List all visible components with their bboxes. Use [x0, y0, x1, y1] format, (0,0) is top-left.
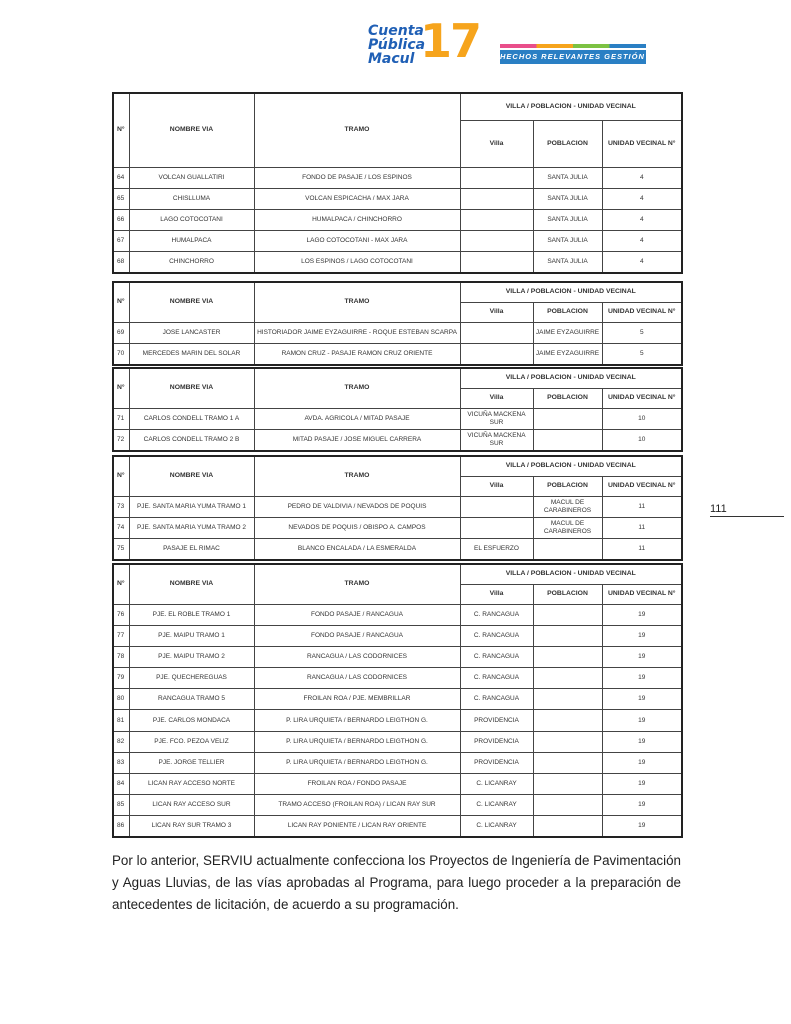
row-nombre-via: PJE. MAIPU TRAMO 1	[129, 625, 254, 646]
row-poblacion	[533, 689, 602, 710]
row-nombre-via: PJE. CARLOS MONDACA	[129, 710, 254, 731]
row-unidad-vecinal: 11	[602, 496, 682, 517]
table-row	[113, 795, 682, 816]
row-villa: C. LICANRAY	[460, 795, 533, 816]
row-number: 78	[113, 646, 129, 667]
column-header-poblacion: POBLACION	[533, 584, 602, 604]
column-header-villa: Villa	[460, 476, 533, 496]
row-unidad-vecinal: 19	[602, 604, 682, 625]
row-unidad-vecinal: 10	[602, 430, 682, 452]
column-header-villa: Villa	[460, 388, 533, 408]
row-nombre-via: PJE. SANTA MARIA YUMA TRAMO 1	[129, 496, 254, 517]
row-unidad-vecinal: 19	[602, 774, 682, 795]
column-header-n: N°	[113, 282, 129, 322]
row-poblacion	[533, 604, 602, 625]
row-villa	[460, 344, 533, 366]
row-number: 66	[113, 209, 129, 230]
row-unidad-vecinal: 10	[602, 408, 682, 430]
row-villa	[460, 231, 533, 252]
table-row	[113, 604, 682, 625]
row-unidad-vecinal: 4	[602, 167, 682, 188]
table-row	[113, 517, 682, 538]
row-tramo: P. LIRA URQUIETA / BERNARDO LEIGTHON G.	[254, 731, 460, 752]
logo-color-stripes	[500, 44, 646, 48]
row-villa: C. RANCAGUA	[460, 668, 533, 689]
column-header-nombre-via: NOMBRE VIA	[129, 564, 254, 604]
column-header-unidad-vecinal: UNIDAD VECINAL N°	[602, 388, 682, 408]
roads-table-3	[112, 367, 683, 452]
row-poblacion	[533, 646, 602, 667]
column-header-villa: Villa	[460, 584, 533, 604]
roads-table-1	[112, 92, 683, 274]
row-nombre-via: PJE. JORGE TELLIER	[129, 752, 254, 773]
row-number: 84	[113, 774, 129, 795]
row-poblacion: SANTA JULIA	[533, 209, 602, 230]
table-row	[113, 752, 682, 773]
row-poblacion	[533, 752, 602, 773]
row-number: 71	[113, 408, 129, 430]
row-number: 81	[113, 710, 129, 731]
row-poblacion: MACUL DE CARABINEROS	[533, 496, 602, 517]
row-villa	[460, 496, 533, 517]
row-nombre-via: HUMALPACA	[129, 231, 254, 252]
row-nombre-via: CARLOS CONDELL TRAMO 1 A	[129, 408, 254, 430]
row-villa: C. LICANRAY	[460, 774, 533, 795]
row-poblacion: SANTA JULIA	[533, 252, 602, 273]
row-villa: C. RANCAGUA	[460, 689, 533, 710]
row-number: 79	[113, 668, 129, 689]
row-tramo: FONDO PASAJE / RANCAGUA	[254, 604, 460, 625]
row-tramo: LAGO COTOCOTANI - MAX JARA	[254, 231, 460, 252]
row-tramo: BLANCO ENCALADA / LA ESMERALDA	[254, 539, 460, 560]
row-tramo: TRAMO ACCESO (FROILAN ROA) / LICAN RAY SUR	[254, 795, 460, 816]
column-header-villa-poblacion-uv: VILLA / POBLACION - UNIDAD VECINAL	[460, 93, 682, 120]
row-nombre-via: MERCEDES MARIN DEL SOLAR	[129, 344, 254, 366]
row-tramo: FONDO DE PASAJE / LOS ESPINOS	[254, 167, 460, 188]
table-row	[113, 625, 682, 646]
row-villa	[460, 517, 533, 538]
row-number: 76	[113, 604, 129, 625]
row-tramo: LICAN RAY PONIENTE / LICAN RAY ORIENTE	[254, 816, 460, 837]
row-number: 64	[113, 167, 129, 188]
row-unidad-vecinal: 5	[602, 344, 682, 366]
row-villa: PROVIDENCIA	[460, 710, 533, 731]
row-tramo: NEVADOS DE POQUIS / OBISPO A. CAMPOS	[254, 517, 460, 538]
column-header-nombre-via: NOMBRE VIA	[129, 456, 254, 496]
column-header-poblacion: POBLACION	[533, 120, 602, 167]
table-row	[113, 344, 682, 366]
row-unidad-vecinal: 19	[602, 816, 682, 837]
row-poblacion	[533, 795, 602, 816]
row-number: 69	[113, 322, 129, 344]
row-nombre-via: CHISLLUMA	[129, 188, 254, 209]
column-header-villa: Villa	[460, 120, 533, 167]
row-villa: C. RANCAGUA	[460, 646, 533, 667]
table-header-row	[113, 564, 682, 584]
row-tramo: P. LIRA URQUIETA / BERNARDO LEIGTHON G.	[254, 752, 460, 773]
row-number: 67	[113, 231, 129, 252]
table-row	[113, 496, 682, 517]
roads-table-2	[112, 281, 683, 366]
row-unidad-vecinal: 5	[602, 322, 682, 344]
column-header-villa-poblacion-uv: VILLA / POBLACION - UNIDAD VECINAL	[460, 456, 682, 476]
column-header-n: N°	[113, 93, 129, 167]
roads-table-4	[112, 455, 683, 561]
row-number: 68	[113, 252, 129, 273]
column-header-nombre-via: NOMBRE VIA	[129, 282, 254, 322]
closing-paragraph: Por lo anterior, SERVIU actualmente confecciona los Proyectos de Ingeniería de Pavimentación y Aguas Lluvias, de las vías aprobadas al Programa, para luego proceder a la preparación de antecedentes de licitación, de acuerdo a su programación.	[112, 853, 681, 912]
row-number: 80	[113, 689, 129, 710]
row-nombre-via: LICAN RAY SUR TRAMO 3	[129, 816, 254, 837]
column-header-poblacion: POBLACION	[533, 476, 602, 496]
table-row	[113, 774, 682, 795]
row-poblacion	[533, 668, 602, 689]
row-tramo: FONDO PASAJE / RANCAGUA	[254, 625, 460, 646]
row-villa	[460, 167, 533, 188]
row-nombre-via: VOLCAN GUALLATIRI	[129, 167, 254, 188]
table-row	[113, 731, 682, 752]
table-row	[113, 167, 682, 188]
row-unidad-vecinal: 11	[602, 539, 682, 560]
column-header-poblacion: POBLACION	[533, 388, 602, 408]
column-header-tramo: TRAMO	[254, 368, 460, 408]
row-unidad-vecinal: 19	[602, 795, 682, 816]
row-unidad-vecinal: 19	[602, 752, 682, 773]
row-nombre-via: LICAN RAY ACCESO NORTE	[129, 774, 254, 795]
row-nombre-via: RANCAGUA TRAMO 5	[129, 689, 254, 710]
row-tramo: FROILAN ROA / PJE. MEMBRILLAR	[254, 689, 460, 710]
table-row	[113, 231, 682, 252]
table-row	[113, 188, 682, 209]
row-villa	[460, 252, 533, 273]
row-villa: C. RANCAGUA	[460, 625, 533, 646]
row-unidad-vecinal: 4	[602, 188, 682, 209]
logo-line-3: Macul	[368, 51, 415, 67]
table-row	[113, 710, 682, 731]
table-row	[113, 408, 682, 430]
row-tramo: PEDRO DE VALDIVIA / NEVADOS DE POQUIS	[254, 496, 460, 517]
table-row	[113, 209, 682, 230]
row-villa: VICUÑA MACKENA SUR	[460, 430, 533, 452]
column-header-tramo: TRAMO	[254, 93, 460, 167]
table-row	[113, 252, 682, 273]
row-number: 65	[113, 188, 129, 209]
row-number: 86	[113, 816, 129, 837]
row-tramo: AVDA. AGRICOLA / MITAD PASAJE	[254, 408, 460, 430]
row-number: 82	[113, 731, 129, 752]
row-unidad-vecinal: 19	[602, 625, 682, 646]
row-tramo: HUMALPACA / CHINCHORRO	[254, 209, 460, 230]
row-unidad-vecinal: 19	[602, 710, 682, 731]
row-unidad-vecinal: 19	[602, 731, 682, 752]
column-header-villa-poblacion-uv: VILLA / POBLACION - UNIDAD VECINAL	[460, 282, 682, 302]
row-nombre-via: PJE. MAIPU TRAMO 2	[129, 646, 254, 667]
column-header-n: N°	[113, 368, 129, 408]
row-poblacion	[533, 430, 602, 452]
row-number: 85	[113, 795, 129, 816]
table-row	[113, 646, 682, 667]
row-unidad-vecinal: 11	[602, 517, 682, 538]
row-unidad-vecinal: 19	[602, 668, 682, 689]
table-header-row	[113, 368, 682, 388]
row-villa: EL ESFUERZO	[460, 539, 533, 560]
row-poblacion	[533, 816, 602, 837]
table-row	[113, 816, 682, 837]
logo-line-1: Cuenta	[368, 23, 424, 39]
row-tramo: RANCAGUA / LAS CODORNICES	[254, 668, 460, 689]
row-poblacion: MACUL DE CARABINEROS	[533, 517, 602, 538]
row-number: 74	[113, 517, 129, 538]
row-poblacion	[533, 408, 602, 430]
column-header-n: N°	[113, 456, 129, 496]
logo-wordmark	[368, 24, 425, 66]
row-unidad-vecinal: 19	[602, 689, 682, 710]
column-header-tramo: TRAMO	[254, 564, 460, 604]
table-row	[113, 539, 682, 560]
table-header-row	[113, 456, 682, 476]
row-villa	[460, 322, 533, 344]
row-nombre-via: LICAN RAY ACCESO SUR	[129, 795, 254, 816]
logo-tagline: HECHOS RELEVANTES GESTIÓN 2017	[500, 50, 646, 64]
row-nombre-via: CHINCHORRO	[129, 252, 254, 273]
column-header-unidad-vecinal: UNIDAD VECINAL N°	[602, 120, 682, 167]
row-villa: C. LICANRAY	[460, 816, 533, 837]
row-villa: C. RANCAGUA	[460, 604, 533, 625]
row-tramo: HISTORIADOR JAIME EYZAGUIRRE - ROQUE ESTEBAN SCARPA	[254, 322, 460, 344]
row-nombre-via: PJE. SANTA MARIA YUMA TRAMO 2	[129, 517, 254, 538]
row-villa	[460, 188, 533, 209]
column-header-villa: Villa	[460, 302, 533, 322]
row-villa: VICUÑA MACKENA SUR	[460, 408, 533, 430]
row-number: 72	[113, 430, 129, 452]
row-tramo: RAMON CRUZ - PASAJE RAMON CRUZ ORIENTE	[254, 344, 460, 366]
row-number: 77	[113, 625, 129, 646]
column-header-n: N°	[113, 564, 129, 604]
table-header-row	[113, 282, 682, 302]
column-header-nombre-via: NOMBRE VIA	[129, 93, 254, 167]
row-nombre-via: JOSE LANCASTER	[129, 322, 254, 344]
column-header-tramo: TRAMO	[254, 456, 460, 496]
row-tramo: RANCAGUA / LAS CODORNICES	[254, 646, 460, 667]
row-poblacion	[533, 774, 602, 795]
row-number: 75	[113, 539, 129, 560]
column-header-nombre-via: NOMBRE VIA	[129, 368, 254, 408]
row-unidad-vecinal: 19	[602, 646, 682, 667]
table-row	[113, 689, 682, 710]
table-row	[113, 322, 682, 344]
column-header-unidad-vecinal: UNIDAD VECINAL N°	[602, 476, 682, 496]
table-row	[113, 430, 682, 452]
row-unidad-vecinal: 4	[602, 231, 682, 252]
row-poblacion	[533, 731, 602, 752]
column-header-unidad-vecinal: UNIDAD VECINAL N°	[602, 302, 682, 322]
row-number: 70	[113, 344, 129, 366]
row-poblacion: JAIME EYZAGUIRRE	[533, 344, 602, 366]
row-villa	[460, 209, 533, 230]
row-nombre-via: CARLOS CONDELL TRAMO 2 B	[129, 430, 254, 452]
row-tramo: LOS ESPINOS / LAGO COTOCOTANI	[254, 252, 460, 273]
row-nombre-via: LAGO COTOCOTANI	[129, 209, 254, 230]
page-number: 111	[710, 503, 727, 515]
row-number: 73	[113, 496, 129, 517]
column-header-tramo: TRAMO	[254, 282, 460, 322]
row-nombre-via: PJE. QUECHEREGUAS	[129, 668, 254, 689]
row-number: 83	[113, 752, 129, 773]
column-header-villa-poblacion-uv: VILLA / POBLACION - UNIDAD VECINAL	[460, 564, 682, 584]
cuenta-publica-logo	[368, 14, 669, 70]
table-header-row	[113, 93, 682, 120]
row-poblacion	[533, 710, 602, 731]
row-tramo: MITAD PASAJE / JOSE MIGUEL CARRERA	[254, 430, 460, 452]
logo-line-2: Pública	[368, 37, 426, 53]
page-number-rule	[710, 516, 784, 517]
row-villa: PROVIDENCIA	[460, 731, 533, 752]
logo-number: 17	[420, 14, 481, 68]
row-unidad-vecinal: 4	[602, 252, 682, 273]
row-poblacion: JAIME EYZAGUIRRE	[533, 322, 602, 344]
column-header-poblacion: POBLACION	[533, 302, 602, 322]
row-nombre-via: PJE. EL ROBLE TRAMO 1	[129, 604, 254, 625]
row-tramo: VOLCAN ESPICACHA / MAX JARA	[254, 188, 460, 209]
row-tramo: P. LIRA URQUIETA / BERNARDO LEIGTHON G.	[254, 710, 460, 731]
row-villa: PROVIDENCIA	[460, 752, 533, 773]
row-poblacion	[533, 539, 602, 560]
column-header-villa-poblacion-uv: VILLA / POBLACION - UNIDAD VECINAL	[460, 368, 682, 388]
table-row	[113, 668, 682, 689]
row-poblacion: SANTA JULIA	[533, 167, 602, 188]
row-nombre-via: PASAJE EL RIMAC	[129, 539, 254, 560]
row-unidad-vecinal: 4	[602, 209, 682, 230]
row-tramo: FROILAN ROA / FONDO PASAJE	[254, 774, 460, 795]
row-poblacion: SANTA JULIA	[533, 231, 602, 252]
column-header-unidad-vecinal: UNIDAD VECINAL N°	[602, 584, 682, 604]
roads-table-5	[112, 563, 683, 838]
row-poblacion	[533, 625, 602, 646]
row-nombre-via: PJE. FCO. PEZOA VELIZ	[129, 731, 254, 752]
row-poblacion: SANTA JULIA	[533, 188, 602, 209]
